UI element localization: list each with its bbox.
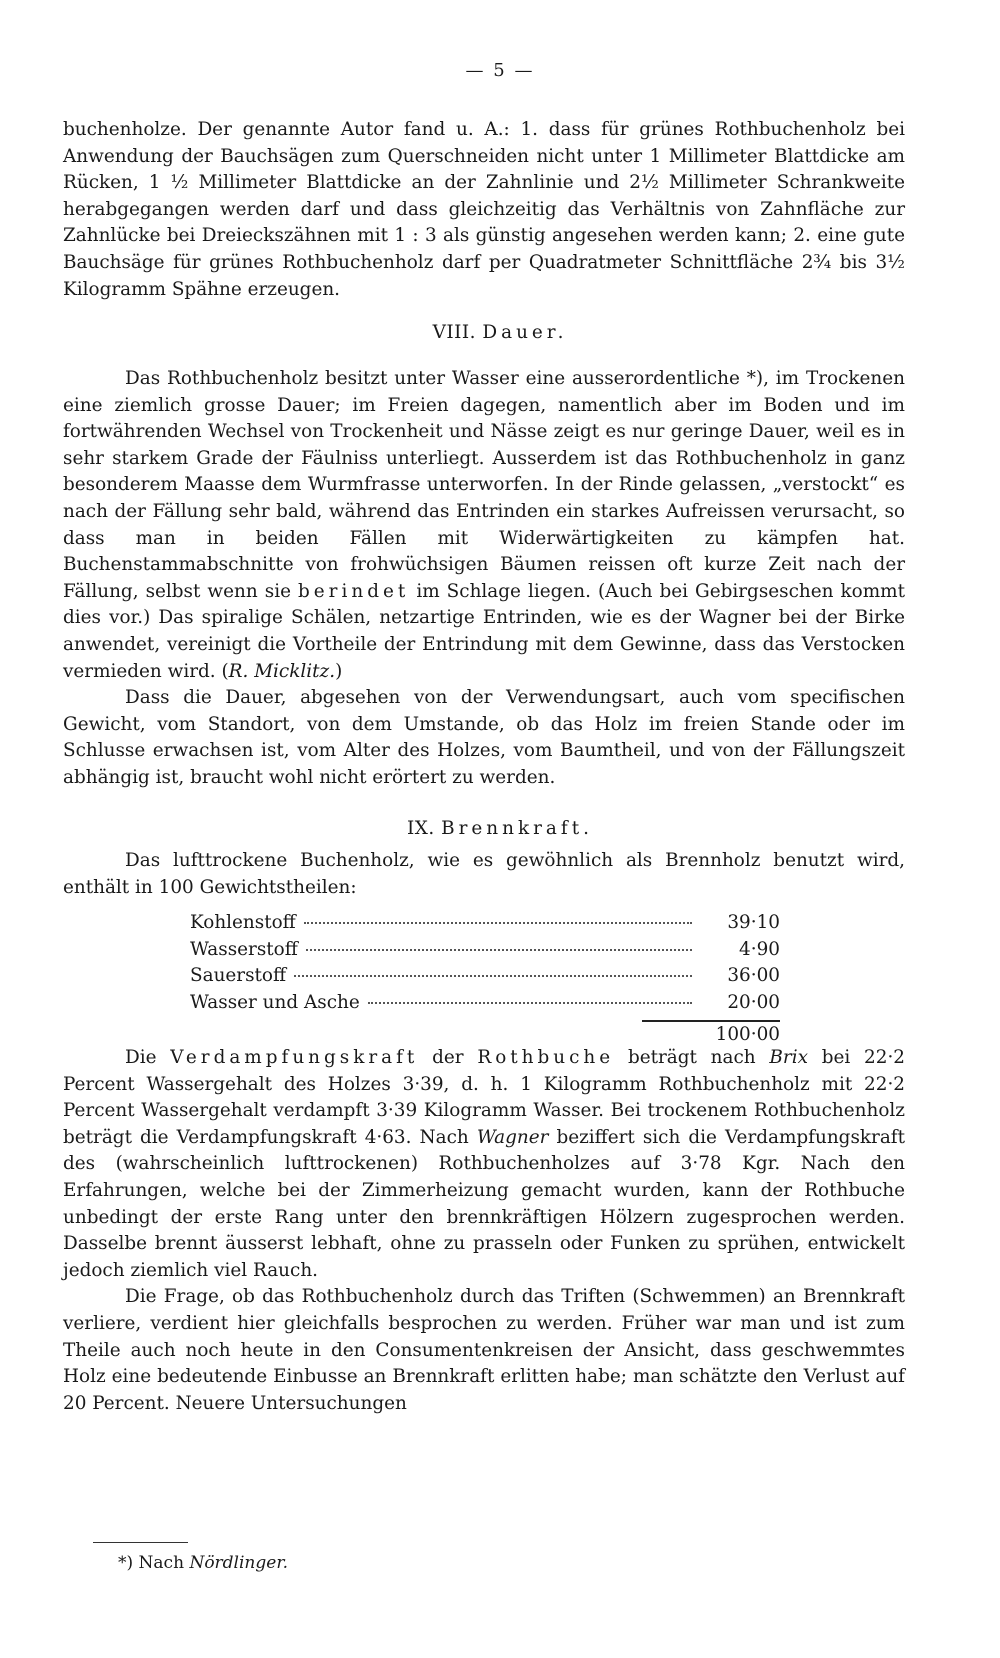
text-run: )	[335, 660, 343, 682]
paragraph: Dass die Dauer, abgesehen von der Verwendungsart, auch vom specifischen Gewicht, vom Standort, von dem Umstande, ob das Holz im freien Stande oder im Schlusse erwachsen ist, vom Alter des Holzes, vom Baumtheil, und von der Fällungszeit abhängig ist, braucht wohl nicht erörtert zu werden.	[63, 687, 905, 788]
section-heading-dauer	[0, 320, 1000, 346]
table-row	[190, 937, 780, 964]
row-label: Kohlenstoff	[190, 912, 296, 933]
paragraph: Das lufttrockene Buchenholz, wie es gewöhnlich als Brennholz benutzt wird, enthält in 100 Gewichtstheilen:	[63, 850, 905, 898]
section-number: VIII.	[432, 322, 476, 343]
row-label: Wasserstoff	[190, 938, 298, 960]
section-number: IX.	[407, 818, 435, 839]
text-run: beziffert sich die Verdampfungskraft des (wahrscheinlich lufttrockenen) Rothbuchenholzes auf 3·78 Kgr. Nach den Erfahrungen, welche bei der Zimmerheizung gemacht wurden, kann der Rothbuche unbedingt der erste Rang unter den brennkräftigen Hölzern zugesprochen werden. Dasselbe brennt äusserst lebhaft, ohne zu prasseln oder Funken zu sprühen, entwickelt jedoch ziemlich viel Rauch.	[63, 1126, 905, 1281]
spaced-term: Verdampfungskraft	[170, 1047, 419, 1068]
table-row	[190, 910, 780, 937]
author-name: Wagner	[476, 1126, 549, 1148]
row-value: 4·90	[739, 938, 780, 960]
section-title: Dauer.	[482, 322, 568, 343]
text-run: bei 22·2 Percent Wassergehalt des Holzes 3·39, d. h. 1 Kilogramm Rothbuchenholz mit 22·2 Percent Wassergehalt verdampft 3·39 Kilogramm Wasser. Bei trockenem Rothbuchenholz beträgt die Verdampfungskraft 4·63. Nach	[63, 1047, 906, 1148]
author-name: Brix	[769, 1047, 808, 1068]
table-row	[190, 963, 780, 990]
text-run: beträgt nach	[627, 1047, 756, 1068]
dot-leader	[306, 941, 692, 951]
section-title: Brennkraft.	[441, 818, 593, 839]
section-brennkraft-intro	[63, 848, 905, 901]
spaced-term: Rothbuche	[477, 1047, 615, 1068]
row-label: Wasser und Asche	[190, 991, 360, 1013]
dot-leader	[368, 994, 692, 1004]
dot-leader	[304, 914, 692, 924]
row-value: 20·00	[727, 991, 780, 1013]
spaced-term: berindet	[298, 580, 410, 602]
table-total: 100·00	[715, 1024, 780, 1046]
page-number: — 5 —	[465, 60, 535, 81]
footnote-marker: *)	[118, 1553, 134, 1573]
footnote-divider	[93, 1542, 188, 1543]
paragraph: Die Frage, ob das Rothbuchenholz durch das Triften (Schwemmen) an Brennkraft verliere, verdient hier gleichfalls besprochen zu werden. Früher war man und ist zum Theile auch noch heute in den Consumentenkreisen der Ansicht, dass geschwemmtes Holz eine bedeutende Einbusse an Brennkraft erlitten habe; man schätzte den Verlust auf 20 Percent. Neuere Untersuchungen	[63, 1286, 905, 1414]
paragraph	[63, 366, 905, 685]
section-brennkraft-body	[63, 1045, 905, 1417]
footnote-text: Nach	[138, 1553, 185, 1573]
dot-leader	[294, 967, 692, 977]
section-heading-brennkraft	[0, 816, 1000, 842]
author-name: R. Micklitz.	[228, 660, 336, 682]
footnote	[118, 1552, 288, 1574]
text-run: Die	[125, 1047, 157, 1068]
intro-paragraph	[63, 117, 905, 303]
row-value: 39·10	[727, 912, 780, 933]
row-value: 36·00	[727, 965, 780, 987]
footnote-author: Nördlinger.	[189, 1553, 288, 1573]
table-row	[190, 990, 780, 1017]
text-run: im Schlage liegen. (Auch bei Gebirgseschen kommt dies vor.) Das spiralige Schälen, netzartige Entrinden, wie es der Wagner bei der Birke anwendet, vereinigt die Vortheile der Entrindung mit dem Gewinne, dass das Verstocken vermieden wird. (	[63, 580, 905, 682]
composition-table	[190, 910, 780, 1049]
paragraph	[63, 1045, 905, 1284]
section-dauer-body	[63, 366, 905, 792]
intro-text: buchenholze. Der genannte Autor fand u. A.: 1. dass für grünes Rothbuchenholz bei Anwendung der Bauchsägen zum Querschneiden nicht unter 1 Millimeter Blattdicke am Rücken, 1 ½ Millimeter Blattdicke an der Zahnlinie und 2½ Millimeter Schrankweite herabgegangen werden darf und dass gleichzeitig das Verhältnis von Zahnfläche zur Zahnlücke bei Dreieckszähnen mit 1 : 3 als günstig angesehen werden kann; 2. eine gute Bauchsäge für grünes Rothbuchenholz darf per Quadratmeter Schnittfläche 2¾ bis 3½ Kilogramm Spähne erzeugen.	[63, 119, 905, 300]
row-label: Sauerstoff	[190, 965, 287, 987]
text-run: Das Rothbuchenholz besitzt unter Wasser eine ausserordentliche *), im Trockenen eine ziemlich grosse Dauer; im Freien dagegen, namentlich aber im Boden und im fortwährenden Wechsel von Trockenheit und Nässe zeigt es nur geringe Dauer, weil es in sehr starkem Grade der Fäulniss unterliegt. Ausserdem ist das Rothbuchenholz in ganz besonderem Maasse dem Wurmfrasse unterworfen. In der Rinde gelassen, „verstockt“ es nach der Fällung sehr bald, während das Entrinden ein starkes Aufreissen verursacht, so dass man in beiden Fällen mit Widerwärtigkeiten zu kämpfen hat. Buchenstammabschnitte von frohwüchsigen Bäumen reissen oft kurze Zeit nach der Fällung, selbst wenn sie	[63, 368, 905, 602]
text-run: der	[432, 1047, 464, 1068]
